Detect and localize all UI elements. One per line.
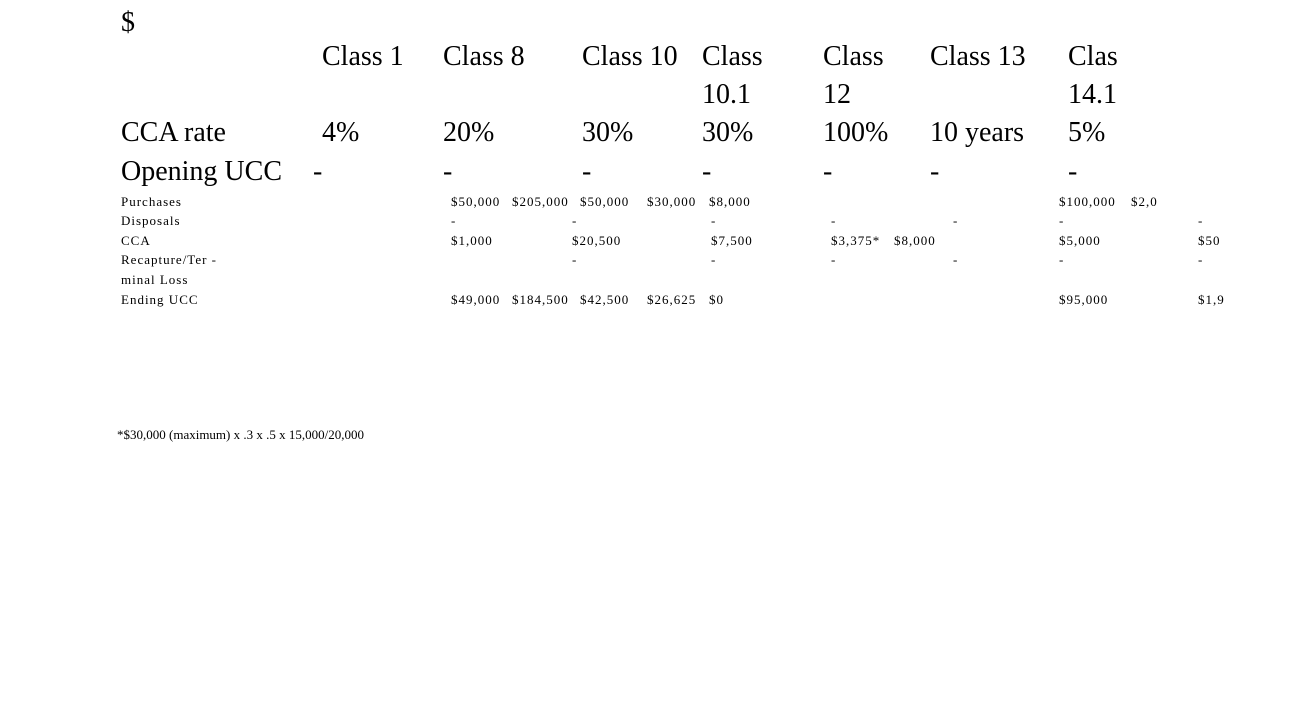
disposals-label: Disposals (121, 213, 181, 228)
purchases-value: $30,000 (647, 194, 697, 209)
cca-rate-class-12: 100% (823, 117, 889, 148)
opening-ucc-class-14-1: - (1068, 156, 1078, 187)
header-class-1: Class 1 (322, 41, 404, 72)
header-class-8: Class 8 (443, 41, 525, 72)
purchases-label: Purchases (121, 194, 182, 209)
opening-ucc-label: Opening UCC (121, 156, 282, 187)
header-class-14-1-line1: Clas (1068, 41, 1118, 72)
ending-ucc-label: Ending UCC (121, 292, 199, 307)
recapture-value: - (1198, 252, 1204, 267)
currency-symbol: $ (121, 7, 135, 38)
header-class-12-line1: Class (823, 41, 884, 72)
recapture-value: - (831, 252, 837, 267)
opening-ucc-class-12: - (823, 156, 833, 187)
cca-value: $5,000 (1059, 233, 1101, 248)
cca-value: $50 (1198, 233, 1221, 248)
recapture-label-line1: Recapture/Ter - (121, 252, 218, 267)
header-class-10: Class 10 (582, 41, 678, 72)
cca-value: $8,000 (894, 233, 936, 248)
recapture-value: - (711, 252, 717, 267)
opening-ucc-class-1: - (313, 156, 323, 187)
footnote: *$30,000 (maximum) x .3 x .5 x 15,000/20,000 (117, 427, 364, 442)
purchases-value: $50,000 (451, 194, 501, 209)
ending-ucc-value: $26,625 (647, 292, 697, 307)
cca-rate-class-13: 10 years (930, 117, 1025, 148)
recapture-value: - (572, 252, 578, 267)
recapture-label-line2: minal Loss (121, 272, 189, 287)
disposals-value: - (711, 213, 717, 228)
cca-rate-label: CCA rate (121, 117, 226, 148)
opening-ucc-class-8: - (443, 156, 453, 187)
opening-ucc-class-13: - (930, 156, 940, 187)
opening-ucc-class-10: - (582, 156, 592, 187)
purchases-value: $8,000 (709, 194, 751, 209)
recapture-value: - (953, 252, 959, 267)
disposals-value: - (451, 213, 457, 228)
cca-rate-class-8: 20% (443, 117, 495, 148)
header-class-10-1-line1: Class (702, 41, 763, 72)
cca-value: $3,375* (831, 233, 881, 248)
ending-ucc-value: $95,000 (1059, 292, 1109, 307)
ending-ucc-value: $1,9 (1198, 292, 1225, 307)
opening-ucc-class-10-1: - (702, 156, 712, 187)
purchases-value: $2,0 (1131, 194, 1158, 209)
disposals-value: - (831, 213, 837, 228)
cca-value: $20,500 (572, 233, 622, 248)
header-class-14-1-line2: 14.1 (1068, 79, 1117, 110)
disposals-value: - (1059, 213, 1065, 228)
ending-ucc-value: $0 (709, 292, 724, 307)
ending-ucc-value: $42,500 (580, 292, 630, 307)
cca-value: $1,000 (451, 233, 493, 248)
cca-rate-class-1: 4% (322, 117, 360, 148)
purchases-value: $50,000 (580, 194, 630, 209)
disposals-value: - (572, 213, 578, 228)
cca-rate-class-10: 30% (582, 117, 634, 148)
ending-ucc-value: $49,000 (451, 292, 501, 307)
purchases-value: $205,000 (512, 194, 569, 209)
disposals-value: - (1198, 213, 1204, 228)
cca-label: CCA (121, 233, 151, 248)
header-class-13: Class 13 (930, 41, 1026, 72)
cca-value: $7,500 (711, 233, 753, 248)
cca-rate-class-10-1: 30% (702, 117, 754, 148)
header-class-12-line2: 12 (823, 79, 851, 110)
header-class-10-1-line2: 10.1 (702, 79, 751, 110)
disposals-value: - (953, 213, 959, 228)
recapture-value: - (1059, 252, 1065, 267)
ending-ucc-value: $184,500 (512, 292, 569, 307)
cca-rate-class-14-1: 5% (1068, 117, 1106, 148)
purchases-value: $100,000 (1059, 194, 1116, 209)
